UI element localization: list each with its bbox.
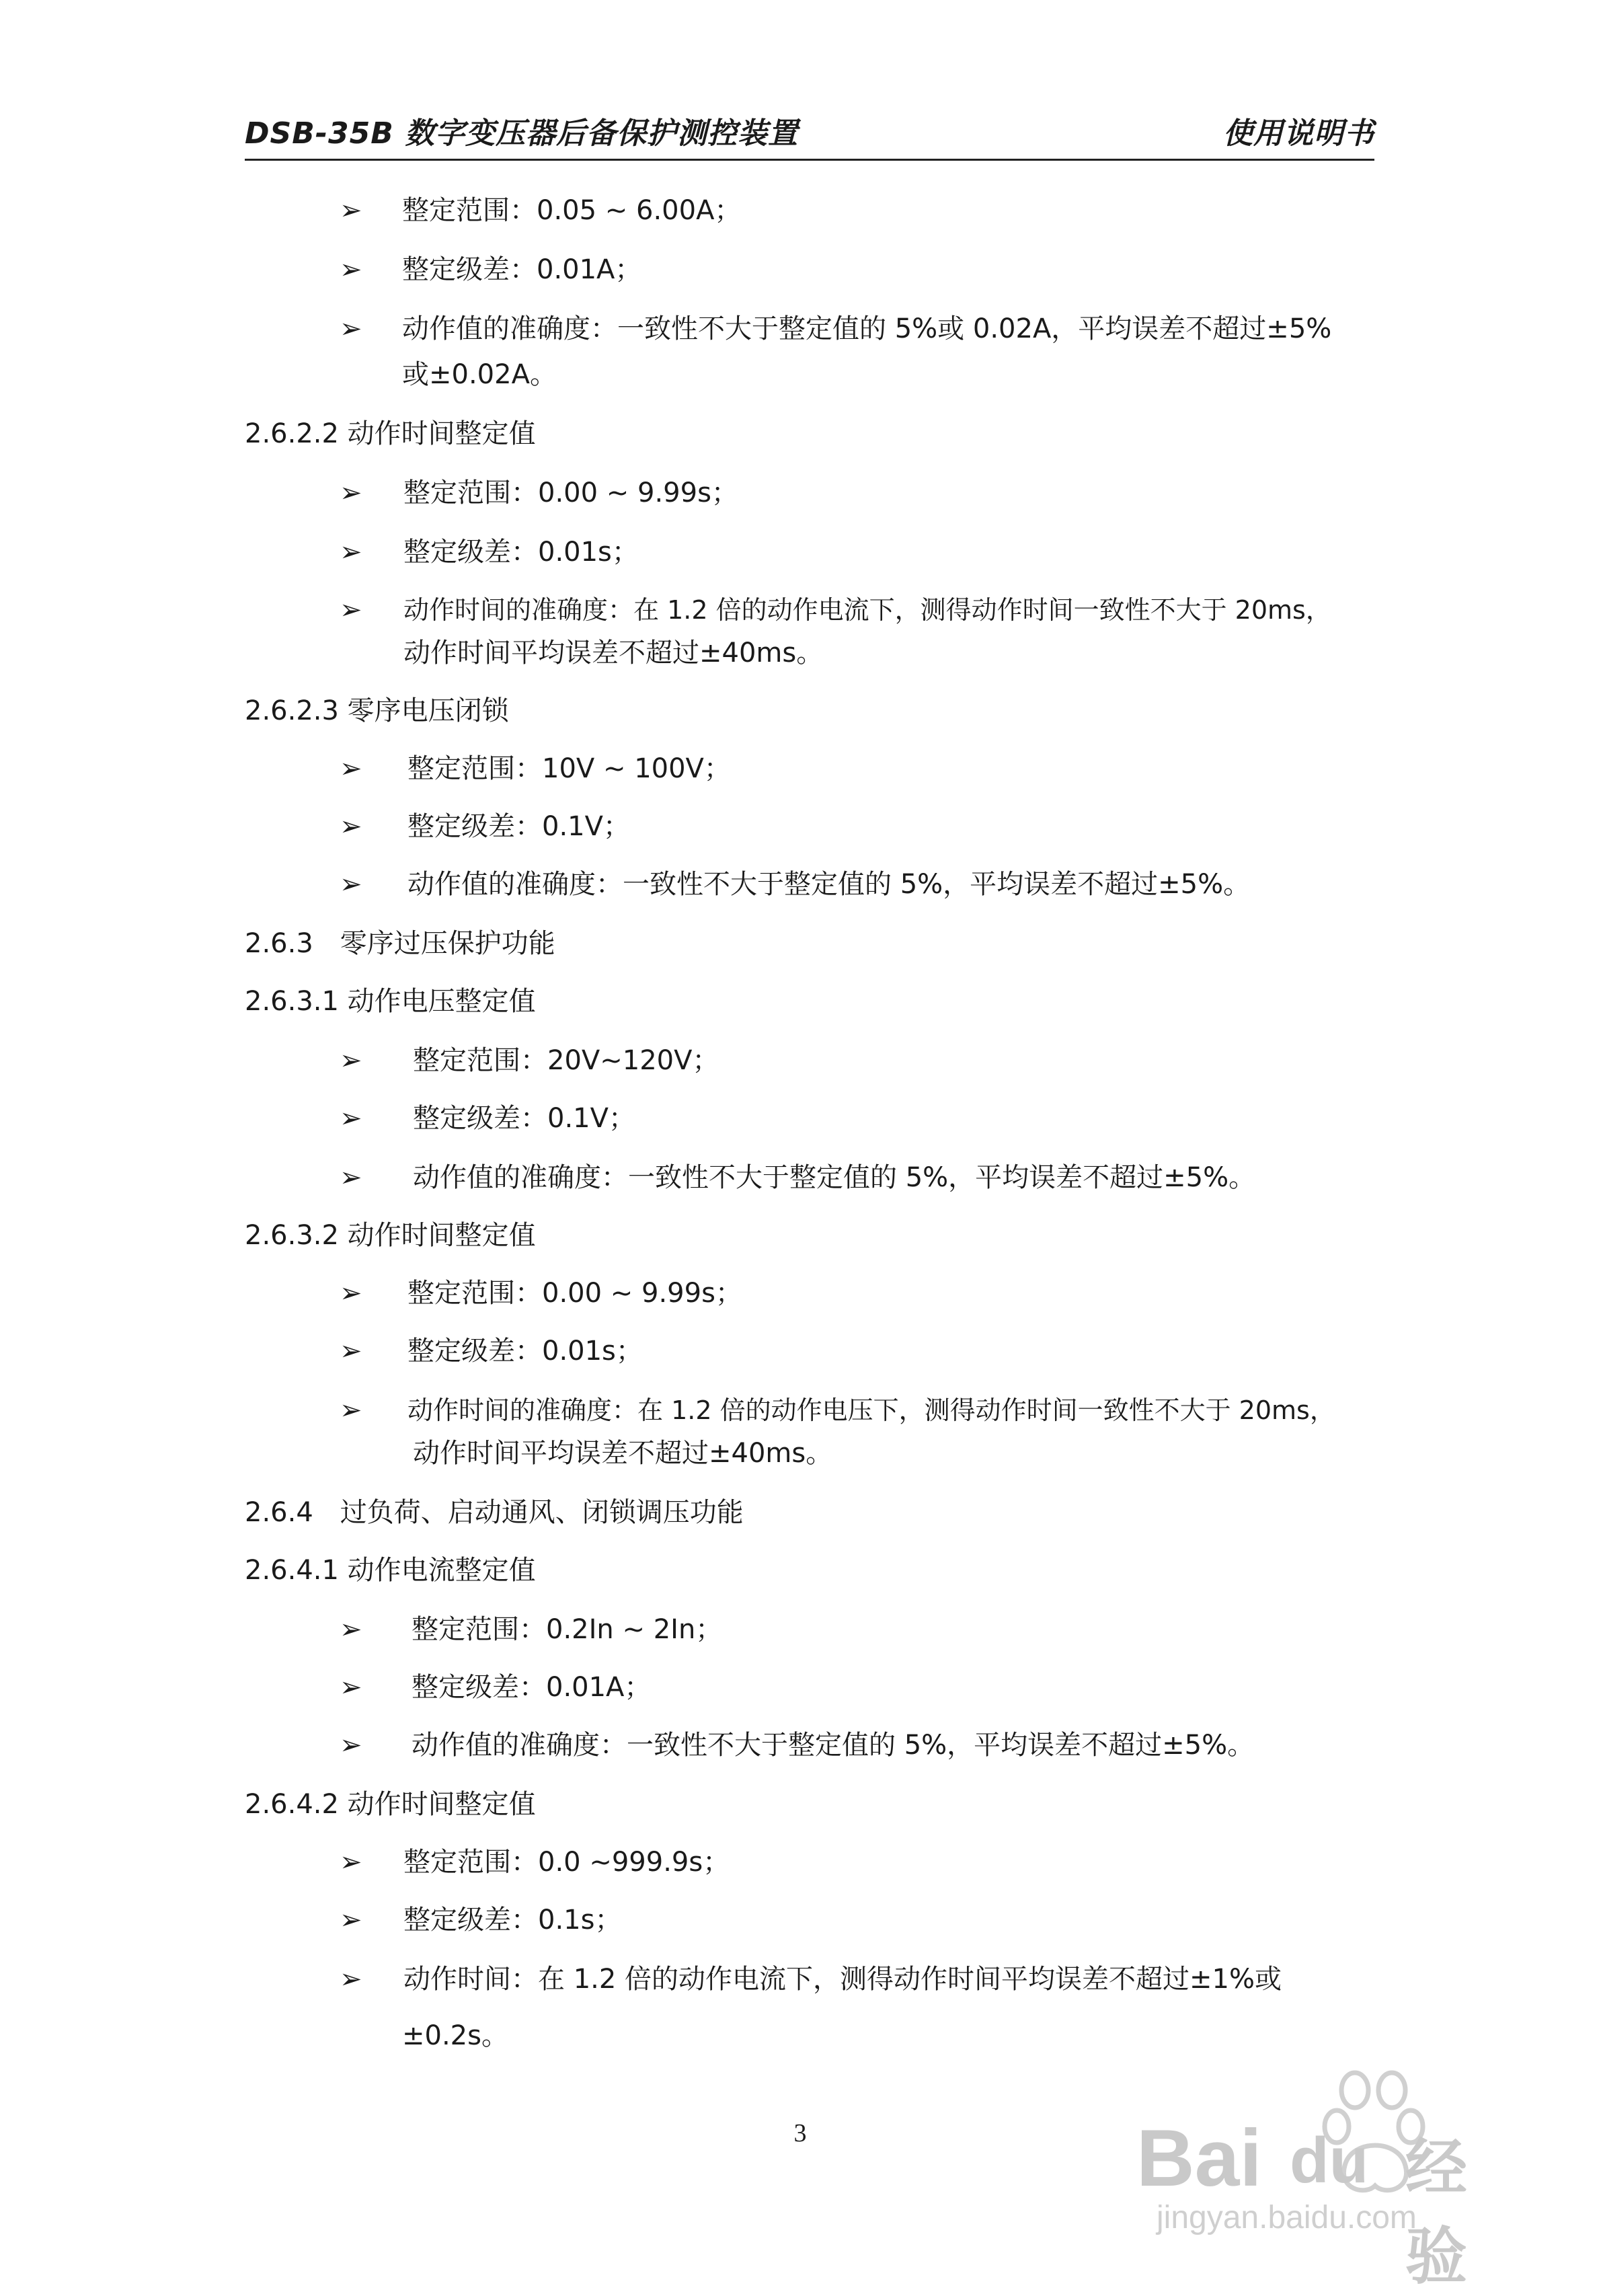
section-heading: 2.6.4.1 动作电流整定值 — [245, 1555, 536, 1586]
list-item-continuation: 或±0.02A。 — [402, 359, 557, 390]
watermark-brand: Bai — [1136, 2113, 1262, 2203]
bullet-arrow-icon: ➢ — [340, 753, 362, 784]
bullet-arrow-icon: ➢ — [340, 1847, 362, 1878]
list-item-continuation: 动作时间平均误差不超过±40ms。 — [403, 638, 824, 668]
bullet-arrow-icon: ➢ — [340, 1905, 362, 1936]
watermark-brand-du: du — [1290, 2125, 1369, 2196]
bullet-arrow-icon: ➢ — [340, 537, 362, 568]
bullet-arrow-icon: ➢ — [340, 1336, 362, 1367]
list-item-continuation: 动作时间平均误差不超过±40ms。 — [413, 1438, 833, 1469]
bullet-arrow-icon: ➢ — [340, 1103, 362, 1134]
bullet-arrow-icon: ➢ — [340, 1672, 362, 1703]
list-item: 动作值的准确度：一致性不大于整定值的 5%，平均误差不超过±5%。 — [412, 1730, 1255, 1761]
page-number: 3 — [793, 2119, 807, 2147]
watermark-cn: 经验 — [1405, 2134, 1468, 2291]
bullet-arrow-icon: ➢ — [340, 195, 362, 226]
bullet-arrow-icon: ➢ — [340, 1162, 362, 1193]
section-heading: 2.6.2.3 零序电压闭锁 — [245, 695, 509, 726]
section-heading: 2.6.4 过负荷、启动通风、闭锁调压功能 — [245, 1497, 744, 1528]
list-item: 整定级差：0.01s； — [407, 1336, 643, 1367]
list-item: 动作值的准确度：一致性不大于整定值的 5%，平均误差不超过±5%。 — [413, 1162, 1256, 1193]
bullet-arrow-icon: ➢ — [340, 811, 362, 842]
bullet-arrow-icon: ➢ — [340, 313, 362, 344]
bullet-arrow-icon: ➢ — [340, 1614, 362, 1645]
bullet-arrow-icon: ➢ — [340, 1045, 362, 1076]
bullet-arrow-icon: ➢ — [340, 1730, 362, 1761]
list-item: 整定范围：10V ~ 100V； — [407, 753, 731, 784]
list-item: 动作时间的准确度：在 1.2 倍的动作电流下，测得动作时间一致性不大于 20ms， — [403, 595, 1331, 625]
list-item: 整定级差：0.01A； — [412, 1672, 652, 1703]
list-item-continuation: ±0.2s。 — [402, 2020, 508, 2051]
page-header — [245, 108, 1374, 161]
list-item: 整定范围：0.2In ~ 2In； — [412, 1614, 723, 1645]
section-heading: 2.6.3.2 动作时间整定值 — [245, 1220, 536, 1251]
list-item: 动作时间：在 1.2 倍的动作电流下，测得动作时间平均误差不超过±1%或 — [403, 1964, 1282, 1995]
section-heading: 2.6.3.1 动作电压整定值 — [245, 986, 536, 1017]
list-item: 整定级差：0.1V； — [407, 811, 630, 842]
list-item: 动作时间的准确度：在 1.2 倍的动作电压下，测得动作时间一致性不大于 20ms， — [407, 1395, 1335, 1425]
list-item: 动作值的准确度：一致性不大于整定值的 5%，平均误差不超过±5%。 — [407, 869, 1251, 900]
list-item: 整定范围：0.00 ~ 9.99s； — [407, 1278, 742, 1309]
section-heading: 2.6.3 零序过压保护功能 — [245, 928, 555, 959]
bullet-arrow-icon: ➢ — [340, 595, 362, 625]
bullet-arrow-icon: ➢ — [340, 1278, 362, 1309]
section-heading: 2.6.4.2 动作时间整定值 — [245, 1789, 536, 1820]
list-item: 整定范围：0.00 ~ 9.99s； — [403, 477, 738, 508]
bullet-arrow-icon: ➢ — [340, 1395, 362, 1426]
bullet-arrow-icon: ➢ — [340, 869, 362, 900]
bullet-arrow-icon: ➢ — [340, 1964, 362, 1995]
bullet-arrow-icon: ➢ — [340, 477, 362, 508]
list-item: 动作值的准确度：一致性不大于整定值的 5%或 0.02A，平均误差不超过±5% — [402, 313, 1332, 344]
list-item: 整定范围：0.0 ~999.9s； — [403, 1847, 730, 1878]
watermark-url: jingyan.baidu.com — [1157, 2200, 1417, 2235]
section-heading: 2.6.2.2 动作时间整定值 — [245, 418, 536, 449]
list-item: 整定级差：0.01A； — [402, 254, 642, 285]
bullet-arrow-icon: ➢ — [340, 254, 362, 285]
list-item: 整定级差：0.1s； — [403, 1905, 622, 1936]
list-item: 整定级差：0.1V； — [413, 1103, 635, 1134]
header-doc-type: 使用说明书 — [1223, 116, 1374, 151]
header-title: DSB-35B 数字变压器后备保护测控装置 — [245, 116, 799, 151]
list-item: 整定范围：0.05 ~ 6.00A； — [402, 195, 742, 226]
list-item: 整定范围：20V~120V； — [413, 1045, 719, 1076]
watermark — [1109, 2065, 1526, 2291]
list-item: 整定级差：0.01s； — [403, 537, 639, 568]
